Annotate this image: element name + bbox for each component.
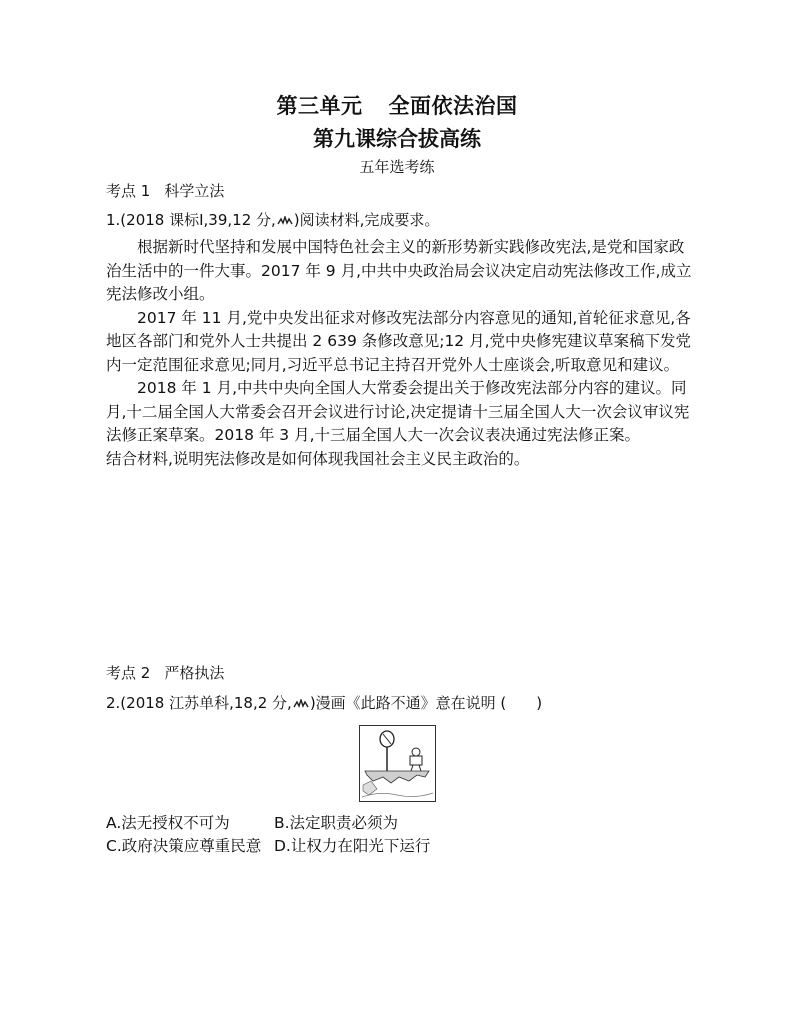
option-c: C.政府决策应尊重民意	[106, 837, 262, 855]
question-2-options	[106, 812, 442, 858]
star-icon	[293, 699, 309, 709]
material-paragraph-1: 根据新时代坚持和发展中国特色社会主义的新形势新实践修改宪法,是党和国家政治生活中的一件大事。2017 年 9 月,中共中央政治局会议决定启动宪法修改工作,成立宪法修改小组。	[106, 238, 692, 303]
section-name: 科学立法	[164, 182, 225, 200]
material-paragraph-2: 2017 年 11 月,党中央发出征求对修改宪法部分内容意见的通知,首轮征求意见,各地区各部门和党外人士共提出 2 639 条修改意见;12 月,党中央修宪建议草案稿下发党内一定范围征求意见;同月,习近平总书记主持召开党外人士座谈会,听取意见和建议。	[106, 308, 692, 374]
option-d: D.让权力在阳光下运行	[274, 837, 431, 855]
cartoon-image	[359, 725, 436, 802]
option-a: A.法无授权不可为	[106, 814, 230, 832]
subtitle: 五年选考练	[359, 158, 435, 176]
question-1-prompt: 结合材料,说明宪法修改是如何体现我国社会主义民主政治的。	[106, 449, 530, 468]
question-2-heading: 2.(2018 江苏单科,18,2 分, )漫画《此路不通》意在说明 ( )	[106, 694, 543, 712]
section-label: 考点 1	[106, 182, 151, 200]
material-paragraph-3: 2018 年 1 月,中共中央向全国人大常委会提出关于修改宪法部分内容的建议。同月,十二届全国人大常委会召开会议进行讨论,决定提请十三届全国人大一次会议审议宪法修正案草案。2018 年 3 月,十三届全国人大一次会议表决通过宪法修正案。	[106, 379, 690, 444]
section-heading-2	[106, 662, 224, 683]
option-b: B.法定职责必须为	[274, 814, 399, 832]
unit-name: 全面依法治国	[388, 94, 518, 118]
question-1-heading: 1.(2018 课标Ⅰ,39,12 分, )阅读材料,完成要求。	[106, 211, 440, 229]
section-heading-1	[106, 180, 224, 201]
star-icon	[277, 216, 293, 226]
unit-number: 第三单元	[276, 94, 363, 118]
section-label: 考点 2	[106, 664, 151, 682]
lesson-title: 第九课综合拔高练	[313, 127, 481, 151]
section-name: 严格执法	[164, 664, 225, 682]
unit-title	[0, 90, 794, 120]
question-1-material	[106, 236, 696, 471]
